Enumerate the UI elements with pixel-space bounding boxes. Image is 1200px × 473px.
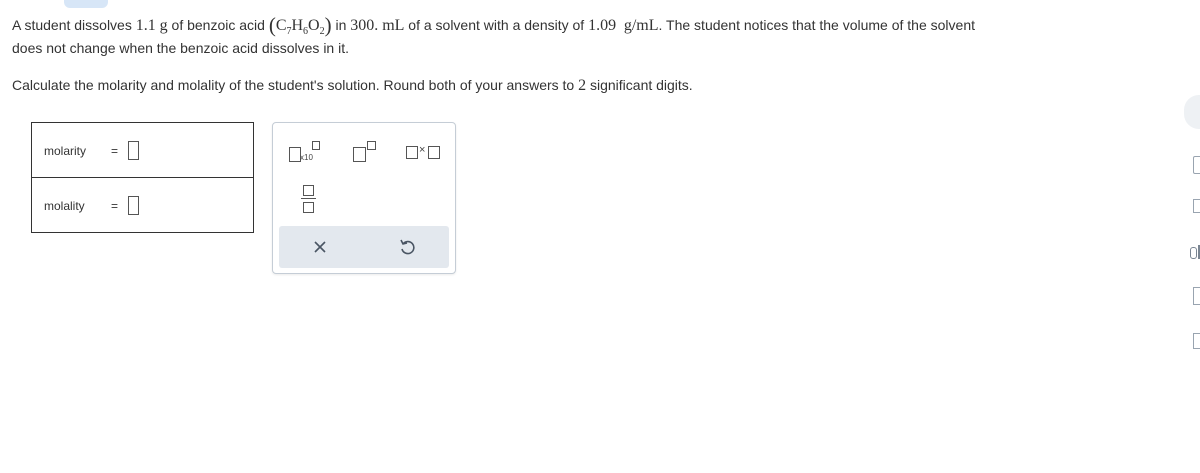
right-toolbar (1184, 95, 1200, 365)
math-palette (272, 122, 456, 274)
equals-sign: = (111, 199, 119, 213)
close-icon[interactable] (309, 236, 331, 258)
problem-statement: A student dissolves 1.1 g of benzoic acid $(C_7H_6O_2)$ in 300. mL of a solvent with a density of 1.09 g/mL. The student notices that the volume of the solvent does not change when the benzoic acid dissolves in it. (12, 13, 976, 56)
multiply-button[interactable]: × (406, 143, 442, 161)
answer-table (31, 122, 254, 233)
molarity-label: molarity (44, 144, 87, 158)
calculator-icon[interactable] (1193, 156, 1200, 174)
square-icon[interactable] (1193, 199, 1200, 213)
palette-footer (279, 226, 449, 268)
molality-row (32, 177, 253, 232)
fraction-button[interactable] (301, 183, 317, 213)
formula: $C_7H_6O_2$ (275, 17, 325, 37)
scientific-notation-button[interactable]: x10 (287, 141, 321, 163)
data-icon[interactable] (1190, 245, 1200, 261)
equals-sign: = (111, 144, 119, 158)
molarity-input[interactable] (128, 141, 139, 160)
top-tab-indicator (64, 0, 108, 8)
collapse-tab-icon[interactable] (1184, 95, 1200, 129)
instructions: Calculate the molarity and molality of the student's solution. Round both of your answers to 2 significant digits. (12, 77, 693, 94)
molarity-row (32, 123, 253, 177)
undo-icon[interactable] (396, 236, 418, 258)
superscript-button[interactable] (351, 141, 379, 163)
chart-icon[interactable] (1193, 287, 1200, 305)
molality-label: molality (44, 199, 85, 213)
book-icon[interactable] (1193, 333, 1200, 349)
molality-input[interactable] (128, 196, 139, 215)
